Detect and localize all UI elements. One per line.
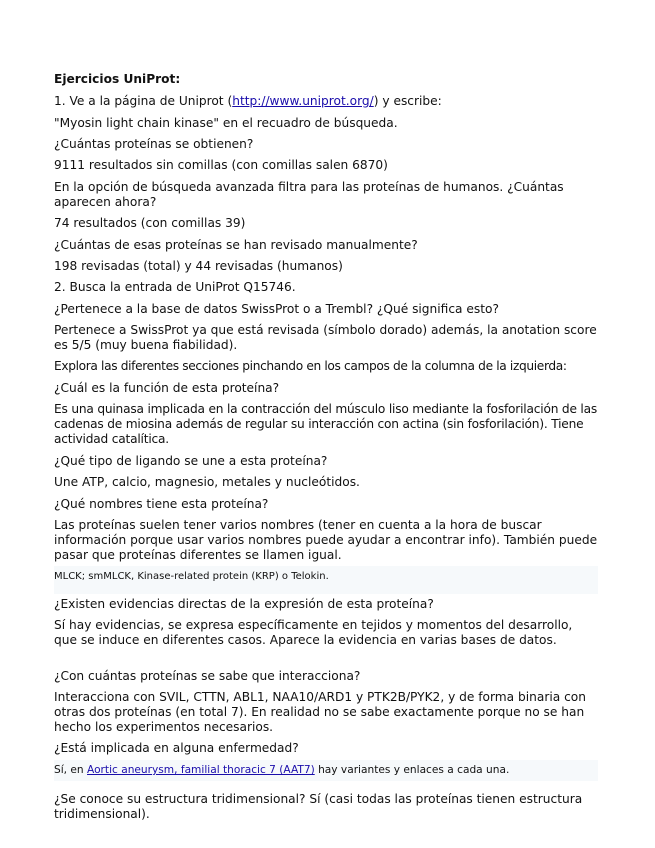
question-ligand: ¿Qué tipo de ligando se une a esta proteína?: [54, 454, 328, 468]
paragraph-explore: Explora las diferentes secciones pinchando en los campos de la columna de la izquierda:: [54, 359, 567, 373]
answer-names: Las proteínas suelen tener varios nombres (tener en cuenta a la hora de buscar información porque usar varios nombres puede ayudar a encontrar info). También puede pasar que proteínas diferentes se llamen igual.: [54, 518, 601, 562]
disease-text-start: Sí, en: [54, 764, 88, 776]
step-1-text-end: ) y escribe:: [373, 94, 442, 108]
question-human-filter: En la opción de búsqueda avanzada filtra para las proteínas de humanos. ¿Cuántas aparecen ahora?: [54, 180, 568, 209]
answer-disease: [54, 764, 599, 777]
paragraph-step-1: [54, 94, 599, 109]
answer-human-filter: 74 resultados (con comillas 39): [54, 216, 246, 230]
answer-protein-count: 9111 resultados sin comillas (con comillas salen 6870): [54, 158, 388, 172]
names-highlight-box: [54, 566, 598, 594]
question-expression: ¿Existen evidencias directas de la expresión de esta proteína?: [54, 597, 434, 611]
question-names: ¿Qué nombres tiene esta proteína?: [54, 497, 269, 511]
answer-interactions: Interacciona con SVIL, CTTN, ABL1, NAA10/ARD1 y PTK2B/PYK2, y de forma binaria con otras dos proteínas (en total 7). En realidad no se sabe exactamente porque no se han hecho los experimentos necesarios.: [54, 690, 590, 734]
answer-ligand: Une ATP, calcio, magnesio, metales y nucleótidos.: [54, 475, 360, 489]
question-protein-count: ¿Cuántas proteínas se obtienen?: [54, 137, 254, 151]
question-database: ¿Pertenece a la base de datos SwissProt o a Trembl? ¿Qué significa esto?: [54, 302, 499, 316]
paragraph-step-2: 2. Busca la entrada de UniProt Q15746.: [54, 280, 296, 294]
question-disease: ¿Está implicada en alguna enfermedad?: [54, 741, 299, 755]
aat7-disease-link[interactable]: Aortic aneurysm, familial thoracic 7 (AAT7): [87, 764, 315, 776]
paragraph-search-term: "Myosin light chain kinase" en el recuadro de búsqueda.: [54, 116, 398, 130]
disease-highlight-box: [54, 760, 598, 781]
question-interactions: ¿Con cuántas proteínas se sabe que interacciona?: [54, 669, 361, 683]
question-reviewed: ¿Cuántas de esas proteínas se han revisado manualmente?: [54, 238, 418, 252]
answer-function: Es una quinasa implicada en la contracción del músculo liso mediante la fosforilación de las cadenas de miosina además de regular su interacción con actina (sin fosforilación). Tiene actividad catalítica.: [54, 402, 601, 446]
question-structure: ¿Se conoce su estructura tridimensional? Sí (casi todas las proteínas tienen estructura tridimensional).: [54, 792, 587, 821]
question-function: ¿Cuál es la función de esta proteína?: [54, 381, 280, 395]
uniprot-link[interactable]: http://www.uniprot.org/: [232, 94, 374, 108]
disease-text-end: hay variantes y enlaces a cada una.: [314, 764, 510, 776]
answer-database: Pertenece a SwissProt ya que está revisada (símbolo dorado) además, la anotation score es 5/5 (muy buena fiabilidad).: [54, 323, 601, 352]
step-1-text-start: 1. Ve a la página de Uniprot (: [54, 94, 233, 108]
page-title: Ejercicios UniProt:: [54, 72, 181, 86]
answer-expression: Sí hay evidencias, se expresa específicamente en tejidos y momentos del desarrollo, que se induce en diferentes casos. Aparece la evidencia en varias bases de datos.: [54, 618, 577, 647]
protein-names-list: MLCK; smMLCK, Kinase-related protein (KRP) o Telokin.: [54, 571, 329, 582]
answer-reviewed: 198 revisadas (total) y 44 revisadas (humanos): [54, 259, 343, 273]
